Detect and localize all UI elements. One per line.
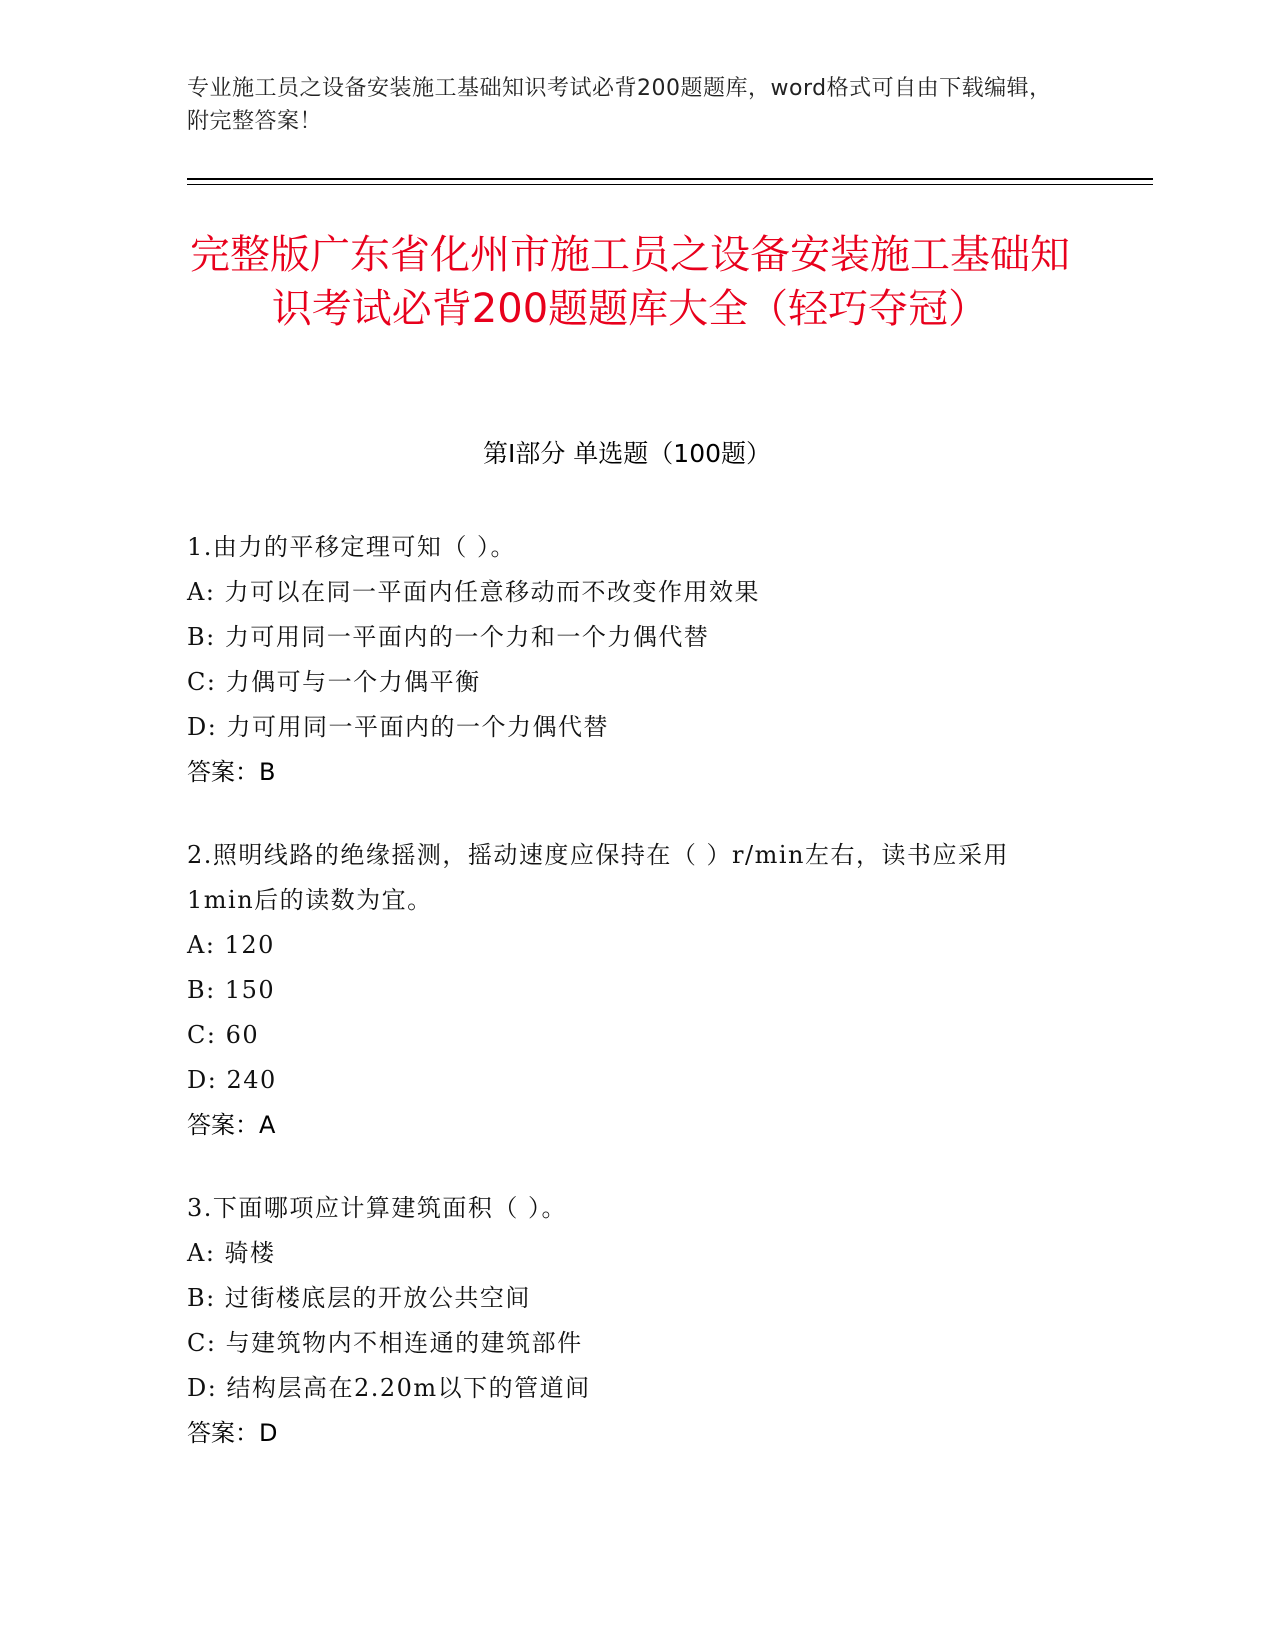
option-b: B: 150 [187, 976, 276, 1004]
option-a: A: 骑楼 [187, 1239, 276, 1267]
answer: 答案：B [187, 758, 276, 786]
option-b: B: 过街楼底层的开放公共空间 [187, 1284, 531, 1312]
header-rule-thin [187, 184, 1153, 185]
option-a: A: 120 [187, 931, 275, 959]
option-b: B: 力可用同一平面内的一个力和一个力偶代替 [187, 623, 710, 651]
document-title: 完整版广东省化州市施工员之设备安装施工基础知识考试必背200题题库大全（轻巧夺冠） [190, 232, 1070, 332]
option-c: C: 60 [187, 1021, 260, 1049]
option-c: C: 与建筑物内不相连通的建筑部件 [187, 1329, 583, 1357]
question-text: 3.下面哪项应计算建筑面积（ ）。 [187, 1194, 568, 1222]
question-2 [187, 833, 1067, 1148]
option-d: D: 力可用同一平面内的一个力偶代替 [187, 713, 609, 741]
header-rule-thick [187, 178, 1153, 180]
question-text: 2.照明线路的绝缘摇测，摇动速度应保持在（ ）r/min左右，读书应采用1min后的读数为宜。 [187, 841, 1009, 914]
question-3 [187, 1186, 1067, 1456]
question-text: 1.由力的平移定理可知（ ）。 [187, 533, 517, 561]
option-a: A: 力可以在同一平面内任意移动而不改变作用效果 [187, 578, 761, 606]
question-list [187, 525, 1067, 1494]
option-c: C: 力偶可与一个力偶平衡 [187, 668, 481, 696]
option-d: D: 240 [187, 1066, 277, 1094]
section-title: 第I部分 单选题（100题） [482, 439, 772, 468]
answer: 答案：A [187, 1111, 276, 1139]
header-note: 专业施工员之设备安装施工基础知识考试必背200题题库，word格式可自由下载编辑，附完整答案！ [187, 76, 1052, 134]
question-1 [187, 525, 1067, 795]
option-d: D: 结构层高在2.20m以下的管道间 [187, 1374, 591, 1402]
answer: 答案：D [187, 1419, 278, 1447]
